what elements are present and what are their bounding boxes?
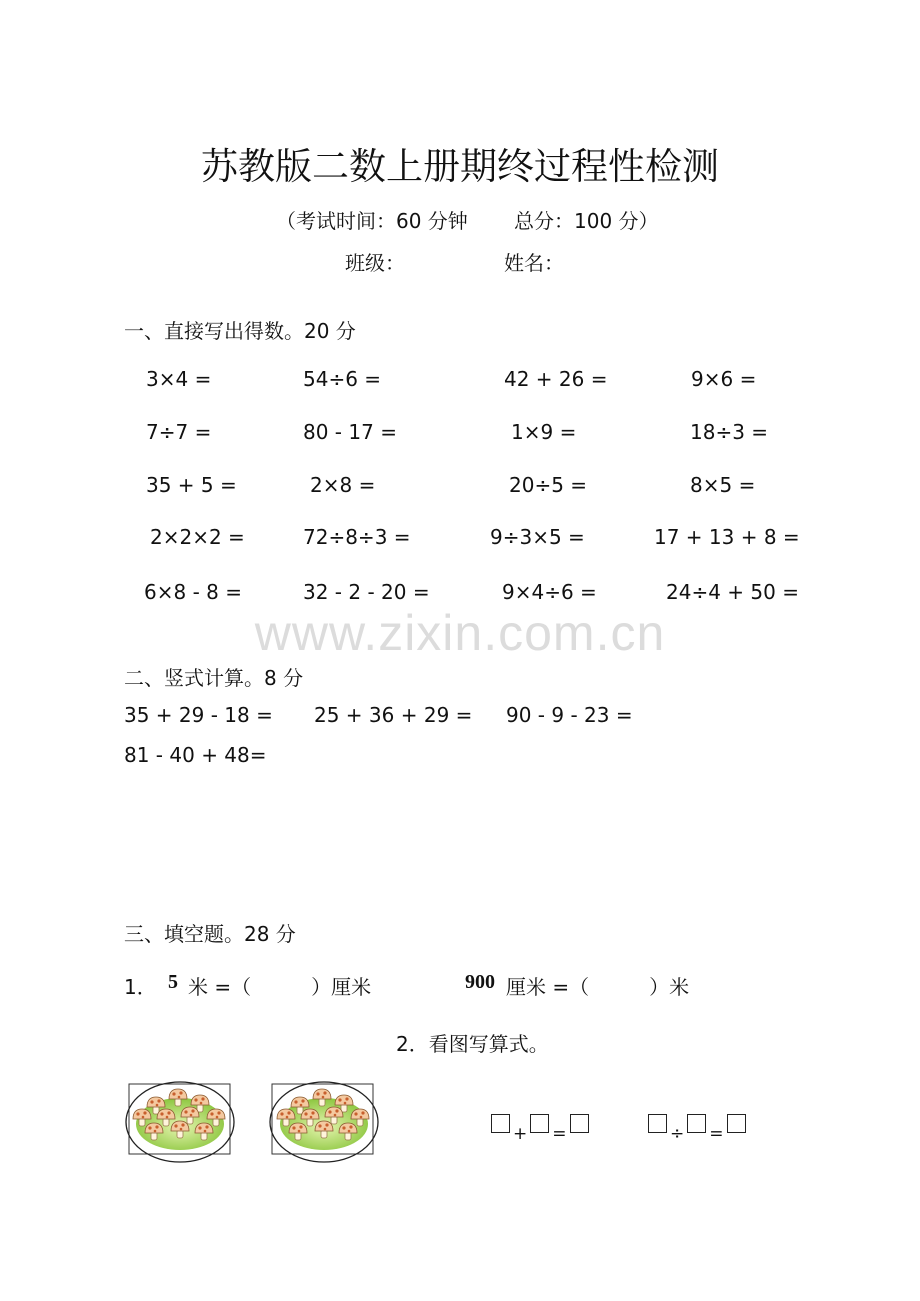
name-label: 姓名：: [504, 251, 564, 275]
calc-item: 6×8 - 8 =: [144, 580, 242, 604]
class-label: 班级：: [345, 251, 405, 275]
calc-item: 32 - 2 - 20 =: [303, 580, 430, 604]
calc-item: 80 - 17 =: [303, 420, 397, 444]
calc-item: 24÷4 + 50 =: [666, 580, 799, 604]
equals-sign: =: [552, 1124, 567, 1144]
question-1-number: 1．: [124, 975, 157, 999]
vertical-calc-item: 25 + 36 + 29 =: [314, 703, 473, 727]
q1a-value: 5: [168, 971, 178, 993]
answer-box[interactable]: [727, 1114, 746, 1133]
q1a-text: 米 =（ ）厘米: [188, 975, 372, 999]
answer-box[interactable]: [570, 1114, 589, 1133]
exam-total: 总分：100 分）: [514, 209, 659, 233]
q1b-text: 厘米 =（ ）米: [506, 975, 690, 999]
answer-box[interactable]: [648, 1114, 667, 1133]
calc-item: 9×6 =: [691, 367, 757, 391]
addition-equation: [491, 1114, 589, 1144]
calc-item: 54÷6 =: [303, 367, 382, 391]
watermark: www.zixin.com.cn: [254, 605, 666, 661]
q1b-value: 900: [465, 971, 495, 993]
answer-box[interactable]: [530, 1114, 549, 1133]
answer-box[interactable]: [687, 1114, 706, 1133]
question-2-label: 2．看图写算式。: [396, 1032, 549, 1056]
calc-item: 2×8 =: [310, 473, 376, 497]
calc-item: 9×4÷6 =: [502, 580, 597, 604]
divide-sign: ÷: [670, 1124, 685, 1144]
section2-heading: 二、竖式计算。8 分: [124, 666, 304, 690]
calc-item: 1×9 =: [511, 420, 577, 444]
vertical-calc-item: 90 - 9 - 23 =: [506, 703, 633, 727]
calc-item: 18÷3 =: [690, 420, 769, 444]
calc-item: 2×2×2 =: [150, 525, 245, 549]
calc-item: 9÷3×5 =: [490, 525, 585, 549]
calc-item: 7÷7 =: [146, 420, 212, 444]
calc-item: 20÷5 =: [509, 473, 588, 497]
section3-heading: 三、填空题。28 分: [124, 922, 296, 946]
page-title: 苏教版二数上册期终过程性检测: [201, 145, 719, 188]
calc-item: 17 + 13 + 8 =: [654, 525, 800, 549]
calc-item: 8×5 =: [690, 473, 756, 497]
division-equation: [648, 1114, 746, 1144]
vertical-calc-item: 81 - 40 + 48=: [124, 743, 267, 767]
section1-heading: 一、直接写出得数。20 分: [124, 319, 356, 343]
plus-sign: +: [513, 1124, 528, 1144]
vertical-calc-item: 35 + 29 - 18 =: [124, 703, 273, 727]
exam-time: （考试时间：60 分钟: [276, 209, 468, 233]
calc-item: 3×4 =: [146, 367, 212, 391]
calc-item: 72÷8÷3 =: [303, 525, 411, 549]
answer-box[interactable]: [491, 1114, 510, 1133]
calc-item: 42 + 26 =: [504, 367, 608, 391]
equals-sign: =: [709, 1124, 724, 1144]
mushroom-group-picture-1: [120, 1078, 240, 1170]
mushroom-group-picture-2: [264, 1078, 384, 1170]
calc-item: 35 + 5 =: [146, 473, 237, 497]
